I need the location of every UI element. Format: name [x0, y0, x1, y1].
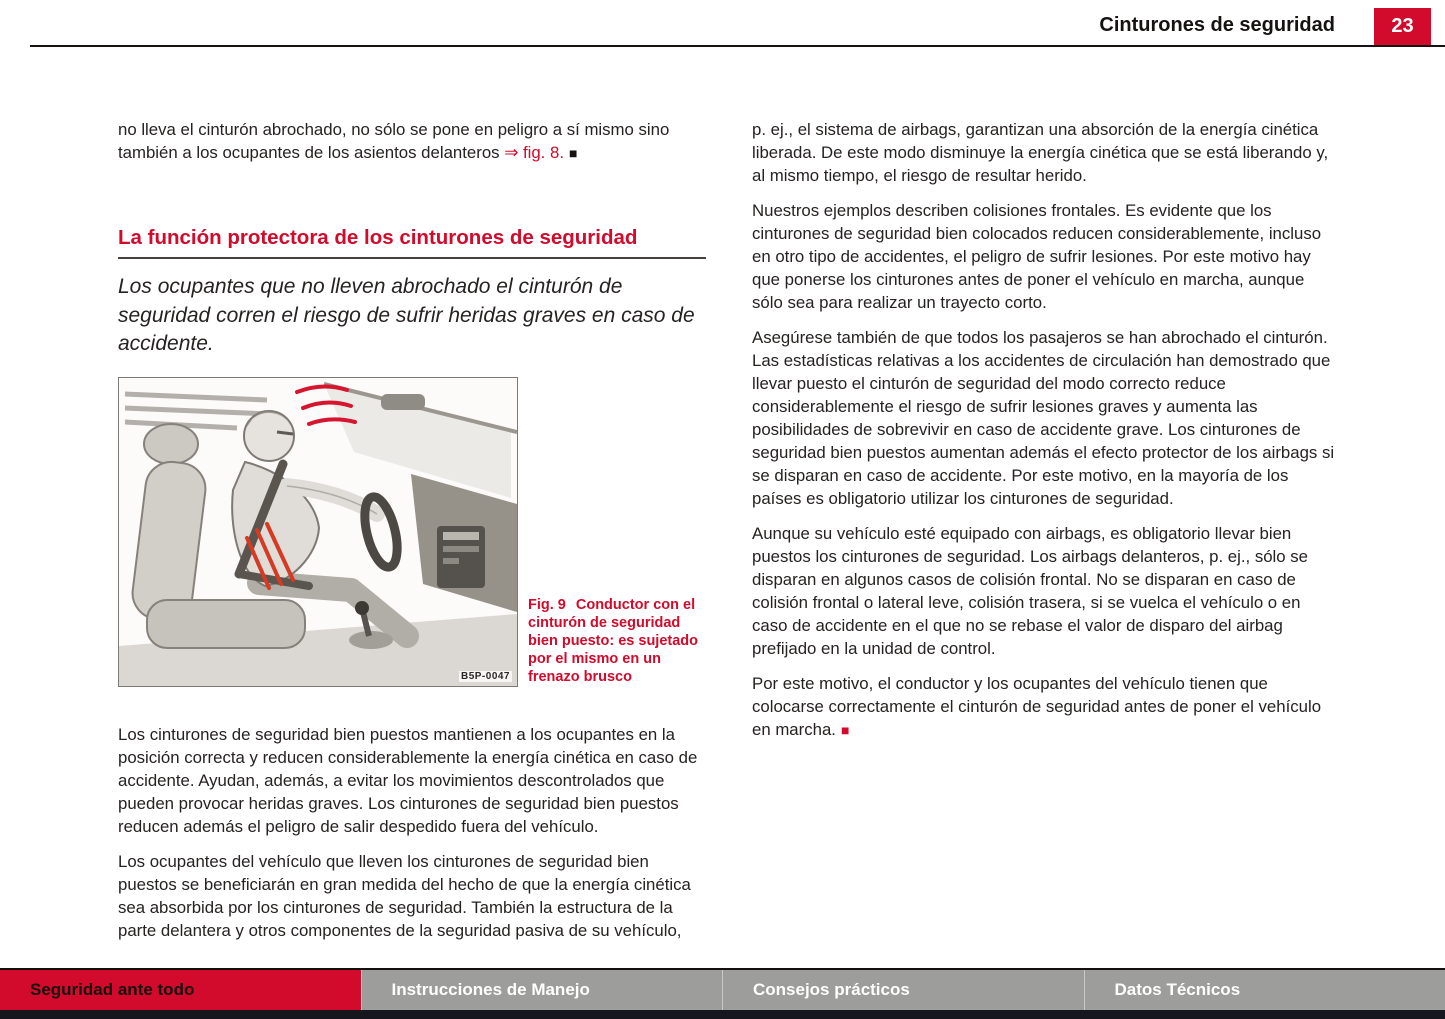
figure-9 — [118, 377, 518, 687]
section-heading: La función protectora de los cinturones de seguridad — [118, 225, 706, 259]
footer-tab-datos-tecnicos[interactable] — [1084, 970, 1445, 1010]
footer-tab-label: Instrucciones de Manejo — [391, 980, 590, 999]
footer-tab-label: Consejos prácticos — [753, 980, 910, 999]
figure-9-block — [118, 377, 706, 687]
page-number-badge: 23 — [1374, 8, 1431, 45]
page-title: Cinturones de seguridad — [1099, 14, 1335, 36]
end-of-chapter-marker: ■ — [840, 722, 850, 738]
cross-reference-link[interactable]: ⇒ fig. 8. — [504, 143, 564, 162]
paragraph-closing — [752, 672, 1338, 742]
paragraph-intro — [118, 118, 706, 165]
paragraph: Aunque su vehículo esté equipado con airbags, es obligatorio llevar bien puestos los cinturones de seguridad. Los airbags delanteros, p. ej., sólo se disparan en algunos casos de colisión frontal. No se disparan en caso de colisión frontal o lateral leve, colisión trasera, si se vuelca el vehículo o en caso de accidente en el que no se rebase el valor de disparo del airbag prefijado en la unidad de control. — [752, 524, 1308, 658]
paragraph-closing-text: Por este motivo, el conductor y los ocupantes del vehículo tienen que colocarse correctamente el cinturón de seguridad antes de poner el vehículo en marcha. — [752, 674, 1322, 739]
footer-tab-instrucciones-de-manejo[interactable] — [361, 970, 723, 1010]
lead-paragraph: Los ocupantes que no lleven abrochado el cinturón de seguridad corren el riesgo de sufrir heridas graves en caso de accidente. — [118, 275, 695, 356]
paragraph: p. ej., el sistema de airbags, garantizan una absorción de la energía cinética liberada. De este modo disminuye la energía cinética que se está liberando y, al mismo tiempo, el riesgo de resultar herido. — [752, 120, 1329, 185]
paragraph: Nuestros ejemplos describen colisiones frontales. Es evidente que los cinturones de seguridad bien colocados reducen considerablemente, incluso en otro tipo de accidentes, el peligro de sufrir lesiones. Por este motivo hay que ponerse los cinturones antes de poner el vehículo en marcha, aunque sólo sea para realizar un trayecto corto. — [752, 201, 1322, 312]
figure-caption — [528, 596, 708, 686]
header-rule — [30, 45, 1445, 47]
footer-bottom-bar — [0, 1010, 1445, 1019]
caption-text: Conductor con el cinturón de seguridad bien puesto: es sujetado por el mismo en un frenazo brusco — [528, 597, 698, 686]
figure-9-illustration — [119, 378, 517, 686]
footer-tab-label: Seguridad ante todo — [30, 980, 195, 999]
right-column — [752, 118, 1338, 754]
caption-fig-label: Fig. 9 — [528, 597, 566, 614]
paragraph: Asegúrese también de que todos los pasajeros se han abrochado el cinturón. Las estadísticas relativas a los accidentes de circulación han demostrado que llevar puesto el cinturón de seguridad del modo correcto reduce considerablemente el riesgo de sufrir lesiones graves y aumenta las posibilidades de sobrevivir en caso de accidente grave. Los cinturones de seguridad bien puestos aumentan además el efecto protector de los airbags si se disparan en caso de accidente. Por este motivo, en la mayoría de los países es obligatorio utilizar los cinturones de seguridad. — [752, 328, 1335, 508]
footer-tab-consejos-practicos[interactable] — [722, 970, 1084, 1010]
footer-tab-label: Datos Técnicos — [1114, 980, 1241, 999]
footer-tab-seguridad-ante-todo[interactable] — [0, 970, 361, 1010]
left-column — [118, 118, 706, 954]
paragraph: Los cinturones de seguridad bien puestos mantienen a los ocupantes en la posición correcta y reducen considerablemente la energía cinética en caso de accidente. Ayudan, además, a evitar los movimientos descontrolados que pueden provocar heridas graves. Los cinturones de seguridad bien puestos reducen además el peligro de salir despedido fuera del vehículo. — [118, 725, 698, 837]
footer-tab-bar — [0, 970, 1445, 1010]
figure-code: B5P-0047 — [460, 671, 510, 683]
paragraph: Los ocupantes del vehículo que lleven los cinturones de seguridad bien puestos se beneficiarán en gran medida del hecho de que la energía cinética sea absorbida por los cinturones de seguridad. También la estructura de la parte delantera y otros componentes de la seguridad pasiva de su vehículo, — [118, 852, 691, 941]
paragraph-intro-text: no lleva el cinturón abrochado, no sólo se pone en peligro a sí mismo sino también a los ocupantes de los asientos delanteros — [118, 120, 670, 162]
end-of-section-marker: ■ — [569, 145, 578, 161]
